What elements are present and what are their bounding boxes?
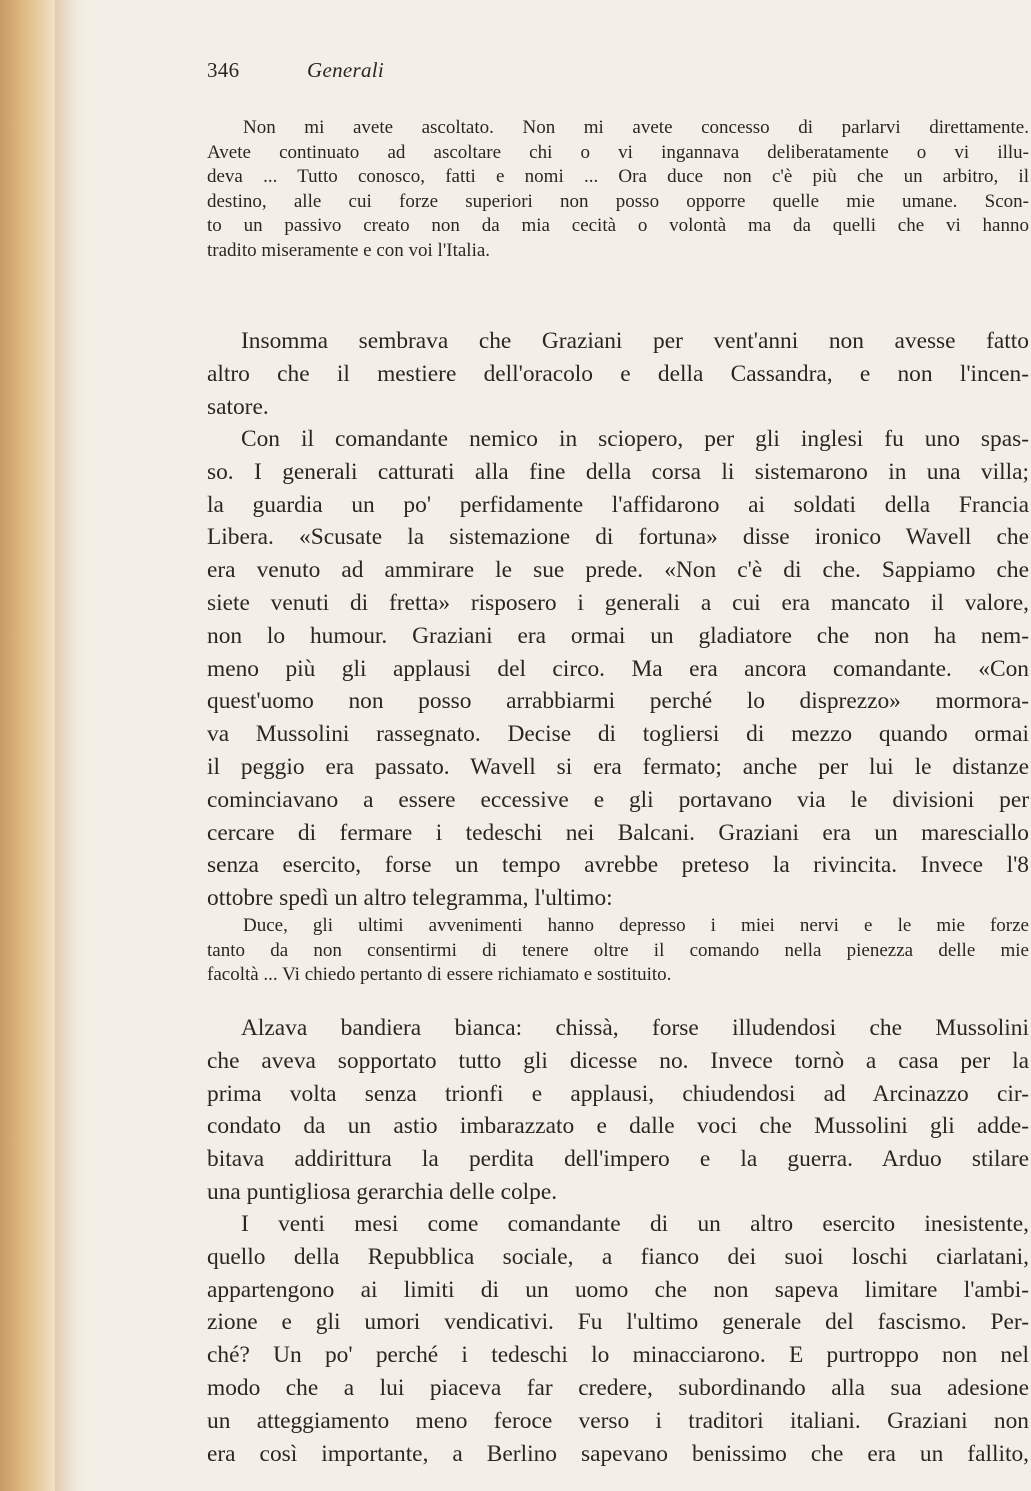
page-number: 346: [207, 58, 240, 82]
text-line: era così importante, a Berlino sapevano benissimo che era un fallito,: [207, 1440, 1029, 1467]
quote-line: deva ... Tutto conosco, fatti e nomi ... Ora duce non c'è più che un arbitro, il: [207, 166, 1029, 187]
text-line: Insomma sembrava che Graziani per vent'anni non avesse fatto: [241, 328, 1029, 354]
text-line: so. I generali catturati alla fine della corsa li sistemarono in una villa;: [207, 458, 1029, 485]
text-line: va Mussolini rassegnato. Decise di togliersi di mezzo quando ormai: [207, 721, 1029, 748]
text-line: cominciavano a essere eccessive e gli portavano via le divisioni per: [207, 786, 1029, 813]
text-line: era venuto ad ammirare le sue prede. «Non c'è di che. Sappiamo che: [207, 557, 1029, 584]
block-quote-1: [207, 116, 1029, 263]
text-line: cercare di fermare i tedeschi nei Balcani. Graziani era un maresciallo: [207, 819, 1029, 846]
text-line: un atteggiamento meno feroce verso i traditori italiani. Graziani non: [207, 1407, 1029, 1434]
quote-line: destino, alle cui forze superiori non posso opporre quelle mie umane. Scon-: [207, 190, 1029, 212]
paragraph-4: [207, 1208, 1029, 1470]
text-line: appartengono ai limiti di un uomo che non sapeva limitare l'ambi-: [207, 1276, 1029, 1303]
text-line: condato da un astio imbarazzato e dalle voci che Mussolini gli adde-: [207, 1113, 1029, 1140]
text-line: bitava addirittura la perdita dell'impero e la guerra. Arduo stilare: [207, 1146, 1029, 1173]
text-line: una puntigliosa gerarchia delle colpe.: [207, 1178, 558, 1205]
paragraph-3: [207, 1012, 1029, 1209]
text-line: zione e gli umori vendicativi. Fu l'ultimo generale del fascismo. Per-: [207, 1309, 1029, 1336]
text-line: satore.: [207, 393, 269, 420]
page-header: [207, 58, 384, 83]
text-line: che aveva sopportato tutto gli dicesse no. Invece tornò a casa per la: [207, 1047, 1029, 1074]
block-quote-2: [207, 914, 1029, 988]
text-line: la guardia un po' perfidamente l'affidarono ai soldati della Francia: [207, 491, 1029, 518]
paragraph-2: [207, 423, 1029, 915]
text-line: I venti mesi come comandante di un altro esercito inesistente,: [241, 1211, 1029, 1237]
quote-line: to un passivo creato non da mia cecità o volontà ma da quelli che vi hanno: [207, 215, 1029, 236]
text-line: non lo humour. Graziani era ormai un gladiatore che non ha nem-: [207, 622, 1029, 649]
text-line: modo che a lui piaceva far credere, subordinando alla sua adesione: [207, 1374, 1029, 1401]
quote-line: Duce, gli ultimi avvenimenti hanno depresso i miei nervi e le mie forze: [243, 915, 1029, 936]
text-line: senza esercito, forse un tempo avrebbe preteso la rivincita. Invece l'8: [207, 852, 1029, 879]
text-line: Libera. «Scusate la sistemazione di fortuna» disse ironico Wavell che: [207, 524, 1029, 551]
text-line: quest'uomo non posso arrabbiarmi perché lo disprezzo» mormora-: [207, 688, 1029, 715]
text-line: Alzava bandiera bianca: chissà, forse illudendosi che Mussolini: [241, 1015, 1029, 1041]
quote-line: Avete continuato ad ascoltare chi o vi ingannava deliberatamente o vi illu-: [207, 141, 1029, 163]
text-line: prima volta senza trionfi e applausi, chiudendosi ad Arcinazzo cir-: [207, 1080, 1029, 1107]
text-line: ottobre spedì un altro telegramma, l'ultimo:: [207, 885, 613, 912]
text-line: ché? Un po' perché i tedeschi lo minacciarono. E purtroppo non nel: [207, 1342, 1029, 1369]
quote-line: Non mi avete ascoltato. Non mi avete concesso di parlarvi direttamente.: [243, 117, 1029, 138]
text-line: Con il comandante nemico in sciopero, per gli inglesi fu uno spas-: [241, 426, 1029, 452]
running-title: Generali: [307, 58, 385, 82]
gutter-shadow: [55, 0, 85, 1491]
paragraph-1: [207, 325, 1029, 423]
text-line: il peggio era passato. Wavell si era fermato; anche per lui le distanze: [207, 753, 1029, 780]
text-line: altro che il mestiere dell'oracolo e della Cassandra, e non l'incen-: [207, 360, 1029, 387]
quote-line: facoltà ... Vi chiedo pertanto di essere richiamato e sostituito.: [207, 964, 672, 985]
quote-line: tanto da non consentirmi di tenere oltre il comando nella pienezza delle mie: [207, 939, 1029, 961]
quote-line: tradito miseramente e con voi l'Italia.: [207, 239, 491, 261]
text-line: quello della Repubblica sociale, a fianco dei suoi loschi ciarlatani,: [207, 1243, 1029, 1270]
text-line: meno più gli applausi del circo. Ma era ancora comandante. «Con: [207, 655, 1029, 682]
text-line: siete venuti di fretta» risposero i generali a cui era mancato il valore,: [207, 589, 1029, 616]
